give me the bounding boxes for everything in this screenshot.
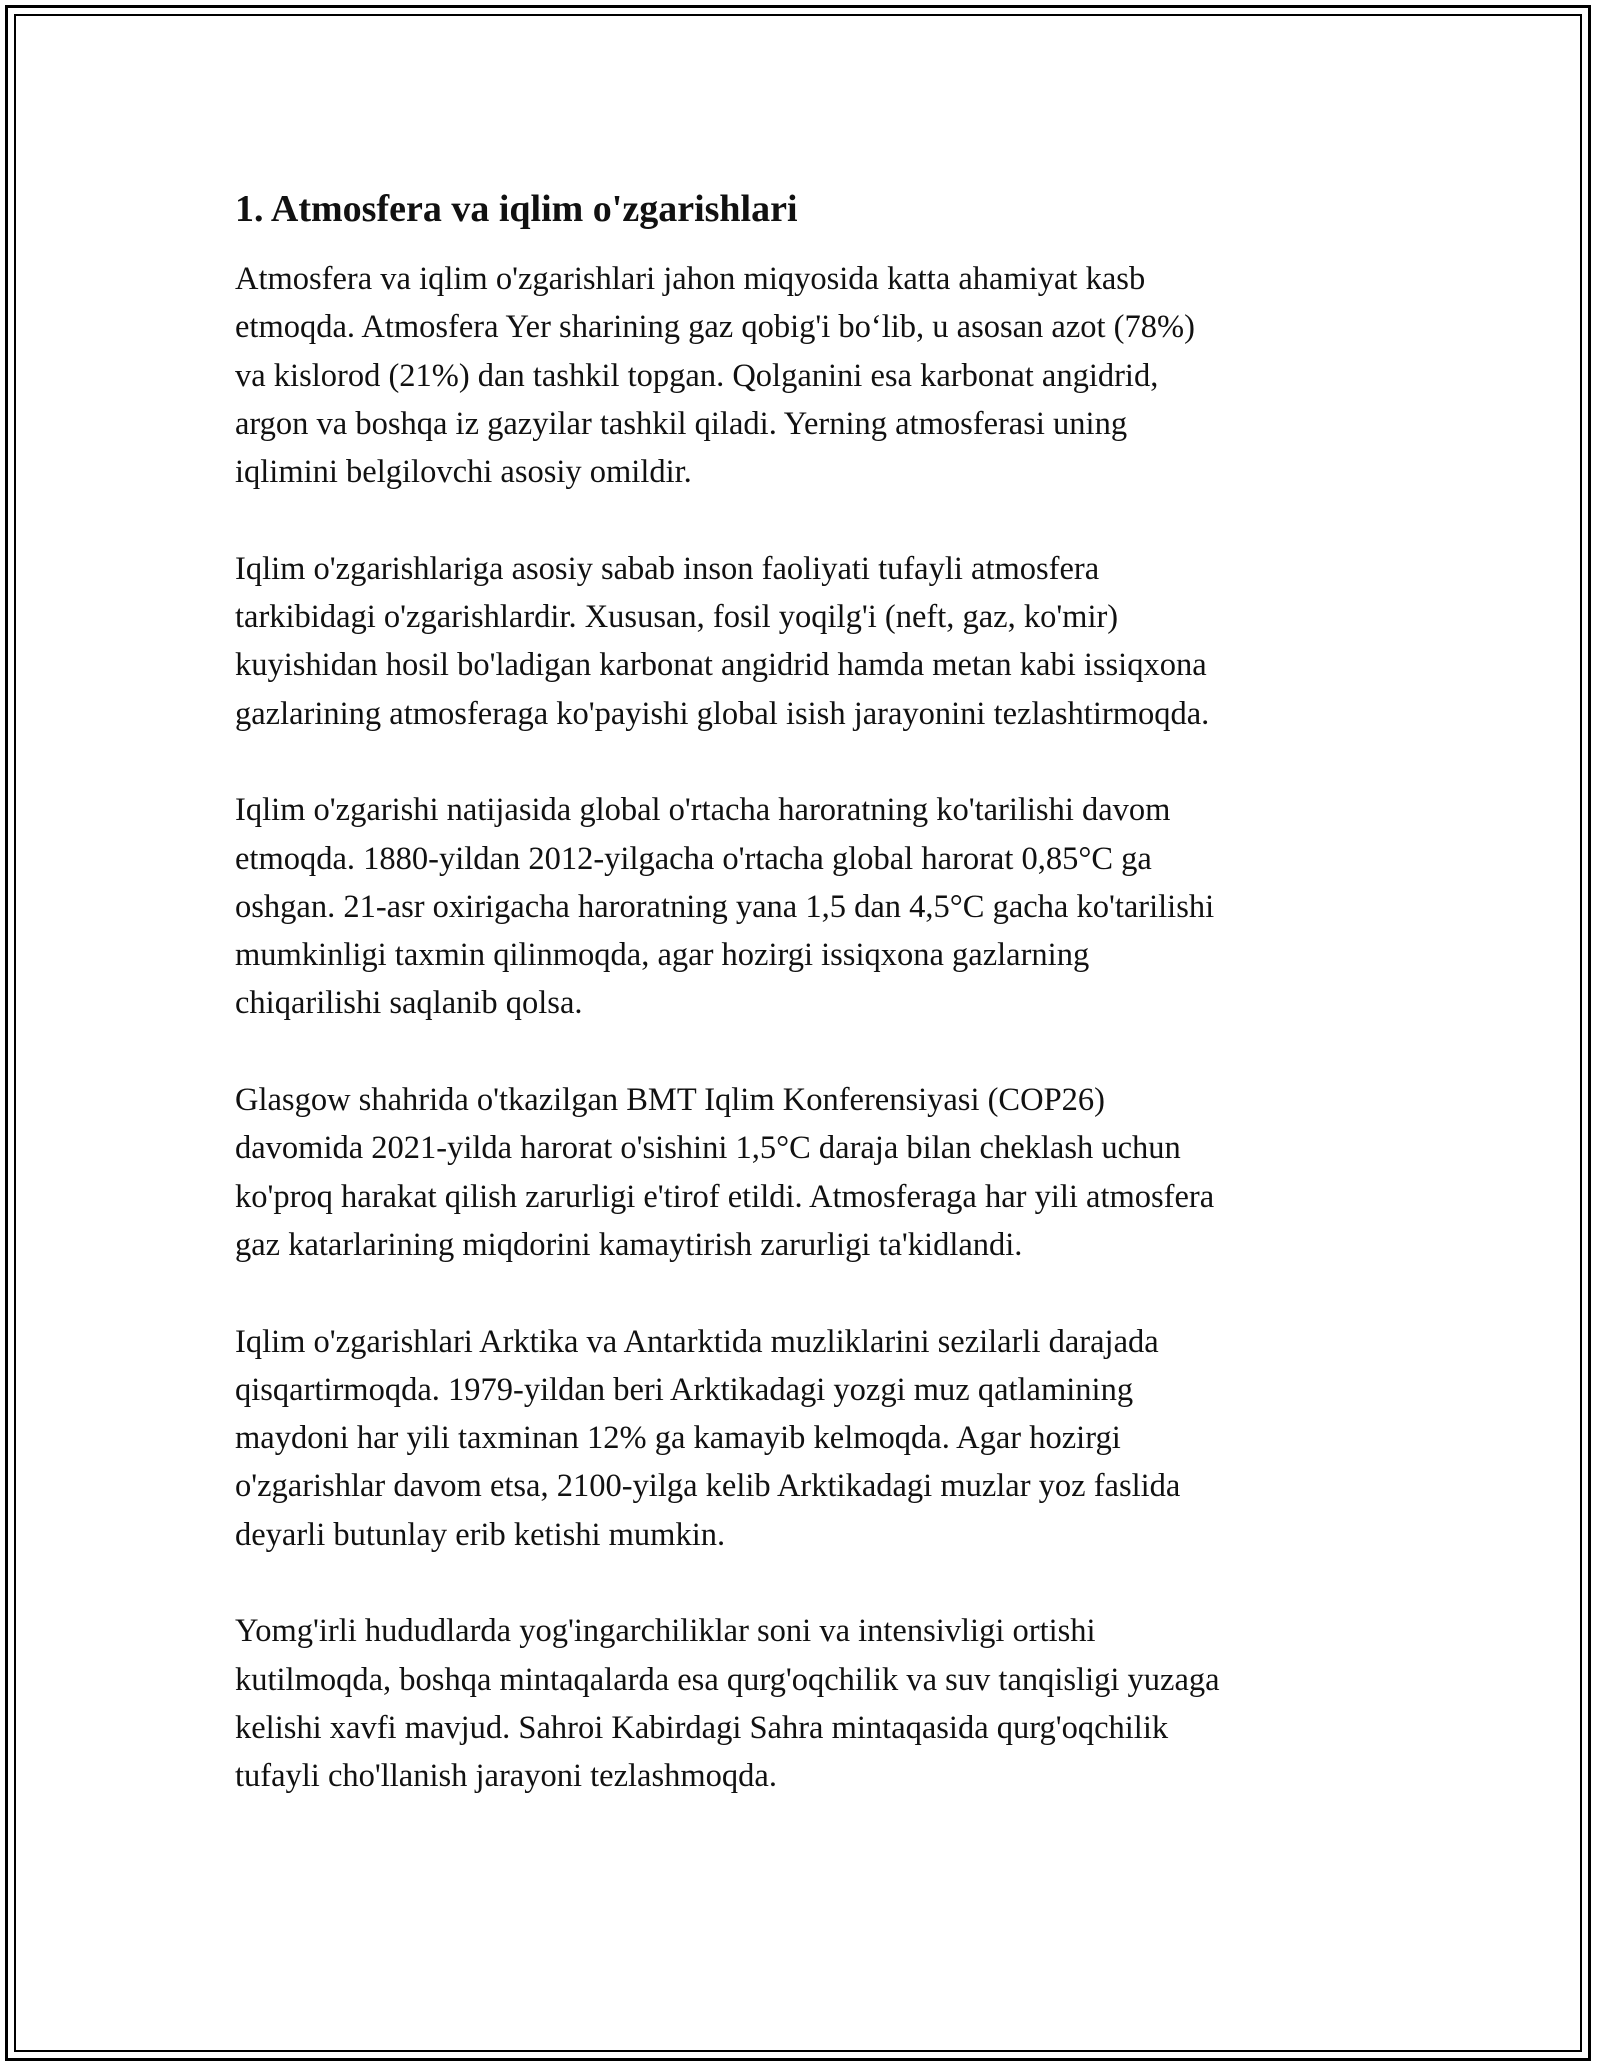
text-line: tufayli cho'llanish jarayoni tezlashmoqda. xyxy=(235,1758,777,1795)
text-line: va kislorod (21%) dan tashkil topgan. Qolganini esa karbonat angidrid, xyxy=(235,357,1159,394)
paragraph-cop26 xyxy=(235,1076,1365,1269)
text-line: etmoqda. 1880-yildan 2012-yilgacha o'rtacha global harorat 0,85°C ga xyxy=(235,840,1152,877)
paragraph-climate-causes xyxy=(235,545,1365,738)
text-line: mumkinligi taxmin qilinmoqda, agar hozirgi issiqxona gazlarning xyxy=(235,937,1090,974)
paragraph-temperature-rise xyxy=(235,786,1365,1027)
text-line: gaz katarlarining miqdorini kamaytirish zarurligi ta'kidlandi. xyxy=(235,1226,1023,1263)
text-line: o'zgarishlar davom etsa, 2100-yilga kelib Arktikadagi muzlar yoz faslida xyxy=(235,1468,1181,1505)
text-line: Iqlim o'zgarishi natijasida global o'rtacha haroratning ko'tarilishi davom xyxy=(235,792,1171,829)
text-line: Atmosfera va iqlim o'zgarishlari jahon miqyosida katta ahamiyat kasb xyxy=(235,261,1146,297)
text-line: iqlimini belgilovchi asosiy omildir. xyxy=(235,454,692,491)
paragraph-arctic-ice xyxy=(235,1318,1365,1559)
text-line: argon va boshqa iz gazyilar tashkil qiladi. Yerning atmosferasi uning xyxy=(235,405,1128,442)
paragraph-atmosphere-composition xyxy=(235,255,1365,496)
document-body xyxy=(235,185,1365,1849)
text-line: maydoni har yili taxminan 12% ga kamayib kelmoqda. Agar hozirgi xyxy=(235,1420,1121,1457)
text-line: Iqlim o'zgarishlariga asosiy sabab inson faoliyati tufayli atmosfera xyxy=(235,550,1100,587)
text-line: qisqartirmoqda. 1979-yildan beri Arktikadagi yozgi muz qatlamining xyxy=(235,1371,1134,1408)
page-title: 1. Atmosfera va iqlim o'zgarishlari xyxy=(235,188,798,230)
text-line: kuyishidan hosil bo'ladigan karbonat angidrid hamda metan kabi issiqxona xyxy=(235,647,1207,684)
text-line: kutilmoqda, boshqa mintaqalarda esa qurg'oqchilik va suv tanqisligi yuzaga xyxy=(235,1661,1220,1698)
text-line: Yomg'irli hududlarda yog'ingarchiliklar soni va intensivligi ortishi xyxy=(235,1613,1096,1650)
text-line: gazlarining atmosferaga ko'payishi global isish jarayonini tezlashtirmoqda. xyxy=(235,695,1210,732)
text-line: davomida 2021-yilda harorat o'sishini 1,5°C daraja bilan cheklash uchun xyxy=(235,1130,1181,1167)
text-line: deyarli butunlay erib ketishi mumkin. xyxy=(235,1516,726,1553)
text-line: Glasgow shahrida o'tkazilgan BMT Iqlim Konferensiyasi (COP26) xyxy=(235,1082,1105,1119)
paragraph-precipitation-drought xyxy=(235,1607,1365,1800)
text-line: chiqarilishi saqlanib qolsa. xyxy=(235,985,583,1022)
text-line: etmoqda. Atmosfera Yer sharining gaz qobig'i bo‘lib, u asosan azot (78%) xyxy=(235,309,1195,346)
text-line: kelishi xavfi mavjud. Sahroi Kabirdagi Sahra mintaqasida qurg'oqchilik xyxy=(235,1709,1169,1746)
text-line: oshgan. 21-asr oxirigacha haroratning yana 1,5 dan 4,5°C gacha ko'tarilishi xyxy=(235,888,1215,925)
text-line: tarkibidagi o'zgarishlardir. Xususan, fosil yoqilg'i (neft, gaz, ko'mir) xyxy=(235,599,1119,636)
text-line: ko'proq harakat qilish zarurligi e'tirof etildi. Atmosferaga har yili atmosfera xyxy=(235,1178,1215,1215)
text-line: Iqlim o'zgarishlari Arktika va Antarktida muzliklarini sezilarli darajada xyxy=(235,1323,1159,1360)
